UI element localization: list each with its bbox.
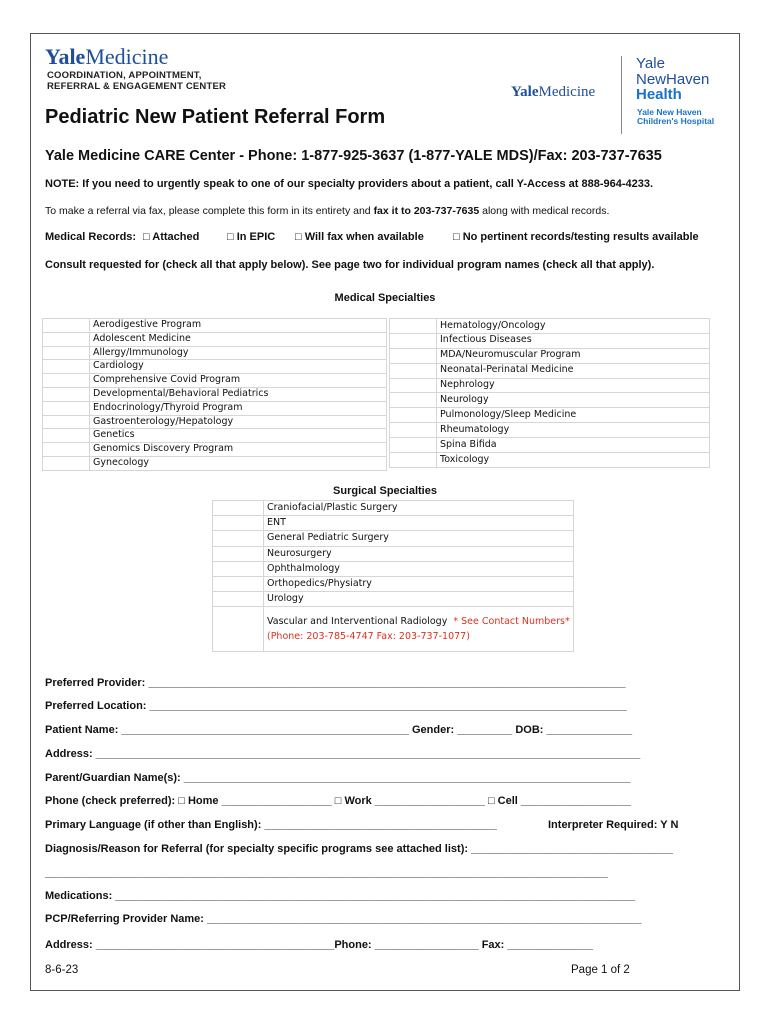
specialty-checkbox-cell[interactable] (43, 456, 90, 470)
specialty-row[interactable] (390, 348, 710, 363)
specialty-row[interactable] (390, 423, 710, 438)
address-field[interactable]: Address: _________________________________________________________________________________________ (45, 748, 641, 760)
medical-records-label: Medical Records: (45, 231, 137, 243)
specialty-checkbox-cell[interactable] (390, 423, 437, 438)
specialty-name: Neurosurgery (264, 546, 574, 561)
specialty-row-vir[interactable] (213, 607, 574, 652)
specialty-name: Rheumatology (437, 423, 710, 438)
ynhh-logo-yale: Yale (636, 55, 665, 72)
specialty-name: Aerodigestive Program (90, 319, 387, 333)
guardian-name-field[interactable]: Parent/Guardian Name(s): _________________________________________________________________________ (45, 772, 631, 784)
specialty-checkbox-cell[interactable] (43, 415, 90, 429)
specialty-row[interactable] (43, 346, 387, 360)
medical-specialties-left-table (42, 318, 387, 471)
specialty-row[interactable] (43, 319, 387, 333)
specialty-checkbox-cell[interactable] (213, 531, 264, 546)
specialty-checkbox-cell[interactable] (390, 453, 437, 468)
records-attached-checkbox[interactable]: □ Attached (143, 231, 200, 243)
diagnosis-continuation-line[interactable]: ____________________________________________________________________________________________ (45, 867, 608, 879)
diagnosis-field[interactable]: Diagnosis/Reason for Referral (for specialty specific programs see attached list): _________________________________ (45, 843, 673, 855)
ynhh-logo-health: Health (636, 86, 682, 103)
specialty-checkbox-cell[interactable] (43, 360, 90, 374)
form-title: Pediatric New Patient Referral Form (45, 106, 386, 128)
specialty-row[interactable] (390, 319, 710, 334)
specialty-checkbox-cell[interactable] (213, 501, 264, 516)
specialty-checkbox-cell[interactable] (390, 363, 437, 378)
records-in-epic-checkbox[interactable]: □ In EPIC (227, 231, 276, 243)
specialty-name: Allergy/Immunology (90, 346, 387, 360)
primary-language-field[interactable]: Primary Language (if other than English): ______________________________________ (45, 819, 497, 831)
specialty-name: Gastroenterology/Hepatology (90, 415, 387, 429)
specialty-checkbox-cell[interactable] (213, 546, 264, 561)
specialty-name: Pulmonology/Sleep Medicine (437, 408, 710, 423)
logo-divider (621, 56, 622, 134)
specialty-row[interactable] (390, 393, 710, 408)
specialty-checkbox-cell[interactable] (43, 401, 90, 415)
specialty-name: Genomics Discovery Program (90, 443, 387, 457)
specialty-name: ENT (264, 516, 574, 531)
specialty-row[interactable] (390, 438, 710, 453)
preferred-location-field[interactable]: Preferred Location: ______________________________________________________________________________ (45, 700, 627, 712)
specialty-checkbox-cell[interactable] (390, 393, 437, 408)
records-none-checkbox[interactable]: □ No pertinent records/testing results available (453, 231, 699, 243)
specialty-checkbox-cell[interactable] (390, 333, 437, 348)
specialty-name: Spina Bifida (437, 438, 710, 453)
specialty-name: Toxicology (437, 453, 710, 468)
vir-phone-fax: (Phone: 203-785-4747 Fax: 203-737-1077) (267, 631, 470, 643)
specialty-name: Adolescent Medicine (90, 332, 387, 346)
medications-field[interactable]: Medications: _____________________________________________________________________________________ (45, 890, 636, 902)
specialty-name: Endocrinology/Thyroid Program (90, 401, 387, 415)
specialty-name: Ophthalmology (264, 561, 574, 576)
records-will-fax-checkbox[interactable]: □ Will fax when available (295, 231, 424, 243)
specialty-checkbox-cell[interactable] (43, 332, 90, 346)
ynhch-line-1: Yale New Haven (637, 107, 702, 117)
specialty-row[interactable] (43, 374, 387, 388)
specialty-name: Urology (264, 592, 574, 607)
specialty-checkbox-cell[interactable] (43, 319, 90, 333)
specialty-checkbox-cell[interactable] (390, 348, 437, 363)
patient-name-field[interactable]: Patient Name: _______________________________________________ Gender: _________ DOB: ______________ (45, 724, 633, 736)
specialty-checkbox-cell[interactable] (390, 438, 437, 453)
specialty-checkbox-cell[interactable] (213, 592, 264, 607)
specialty-checkbox-cell[interactable] (213, 577, 264, 592)
specialty-row[interactable] (43, 360, 387, 374)
page-number: Page 1 of 2 (571, 964, 630, 976)
specialty-name: Genetics (90, 429, 387, 443)
specialty-row[interactable] (390, 453, 710, 468)
interpreter-required-field[interactable]: Interpreter Required: Y N (548, 819, 679, 831)
specialty-row[interactable] (43, 415, 387, 429)
specialty-name: Craniofacial/Plastic Surgery (264, 501, 574, 516)
phone-field[interactable]: Phone (check preferred): □ Home __________________ □ Work __________________ □ Cell __________________ (45, 795, 632, 807)
fax-instructions: To make a referral via fax, please complete this form in its entirety and fax it to 203-737-7635 along with medical records. (45, 205, 610, 217)
specialty-row[interactable] (43, 401, 387, 415)
specialty-row[interactable] (390, 378, 710, 393)
specialty-name: Gynecology (90, 456, 387, 470)
specialty-row[interactable] (43, 443, 387, 457)
specialty-name-vir (264, 607, 574, 652)
preferred-provider-field[interactable]: Preferred Provider: ______________________________________________________________________________ (45, 677, 626, 689)
specialty-name: Developmental/Behavioral Pediatrics (90, 387, 387, 401)
urgent-note: NOTE: If you need to urgently speak to one of our specialty providers about a patient, call Y-Access at 888-964-4233. (45, 178, 654, 190)
specialty-checkbox-cell[interactable] (43, 387, 90, 401)
specialty-checkbox-cell[interactable] (43, 374, 90, 388)
specialty-row[interactable] (213, 577, 574, 592)
specialty-checkbox-cell[interactable] (390, 319, 437, 334)
specialty-name: Infectious Diseases (437, 333, 710, 348)
specialty-checkbox-cell[interactable] (43, 443, 90, 457)
yale-medicine-logo-small: YaleMedicine (511, 84, 596, 100)
specialty-checkbox-cell[interactable] (390, 378, 437, 393)
specialty-name: Orthopedics/Physiatry (264, 577, 574, 592)
specialty-row[interactable] (43, 332, 387, 346)
specialty-row[interactable] (43, 429, 387, 443)
specialty-row[interactable] (213, 561, 574, 576)
specialty-row[interactable] (390, 408, 710, 423)
specialty-row[interactable] (213, 516, 574, 531)
specialty-row[interactable] (213, 531, 574, 546)
surgical-specialties-table (212, 500, 574, 652)
revision-date: 8-6-23 (45, 964, 79, 976)
ynhh-logo-newhaven: NewHaven (636, 71, 710, 88)
care-center-contact: Yale Medicine CARE Center - Phone: 1-877-925-3637 (1-877-YALE MDS)/Fax: 203-737-7635 (45, 148, 662, 164)
specialty-name: General Pediatric Surgery (264, 531, 574, 546)
medical-specialties-heading: Medical Specialties (334, 292, 436, 304)
specialty-checkbox-cell[interactable] (43, 346, 90, 360)
specialty-row[interactable] (213, 592, 574, 607)
specialty-name: Nephrology (437, 378, 710, 393)
specialty-checkbox-cell[interactable] (213, 516, 264, 531)
vir-contact-note: * See Contact Numbers* (453, 616, 570, 628)
specialty-name: Cardiology (90, 360, 387, 374)
specialty-name: Comprehensive Covid Program (90, 374, 387, 388)
specialty-row[interactable] (390, 333, 710, 348)
specialty-name: Neurology (437, 393, 710, 408)
consult-instructions: Consult requested for (check all that apply below). See page two for individual program names (check all that apply). (45, 259, 655, 271)
specialty-name: MDA/Neuromuscular Program (437, 348, 710, 363)
vir-label: Vascular and Interventional Radiology (267, 616, 448, 628)
specialty-row[interactable] (213, 546, 574, 561)
medical-specialties-right-table (389, 318, 710, 468)
specialty-row[interactable] (390, 363, 710, 378)
specialty-checkbox-cell[interactable] (213, 561, 264, 576)
pcp-name-field[interactable]: PCP/Referring Provider Name: _______________________________________________________________________ (45, 913, 642, 925)
pcp-address-phone-fax-field[interactable]: Address: _______________________________________Phone: _________________ Fax: ______________ (45, 939, 594, 951)
specialty-name: Hematology/Oncology (437, 319, 710, 334)
specialty-row[interactable] (43, 387, 387, 401)
specialty-row[interactable] (213, 501, 574, 516)
specialty-checkbox-cell[interactable] (390, 408, 437, 423)
care-center-line-2: REFERRAL & ENGAGEMENT CENTER (47, 81, 227, 92)
care-center-line-1: COORDINATION, APPOINTMENT, (47, 70, 202, 81)
specialty-checkbox-cell[interactable] (43, 429, 90, 443)
surgical-specialties-heading: Surgical Specialties (333, 485, 437, 497)
ynhch-line-2: Children's Hospital (637, 116, 715, 126)
specialty-row[interactable] (43, 456, 387, 470)
form-page (30, 33, 740, 991)
yale-medicine-logo: YaleMedicine (45, 44, 169, 69)
specialty-name: Neonatal-Perinatal Medicine (437, 363, 710, 378)
specialty-checkbox-cell[interactable] (213, 607, 264, 652)
